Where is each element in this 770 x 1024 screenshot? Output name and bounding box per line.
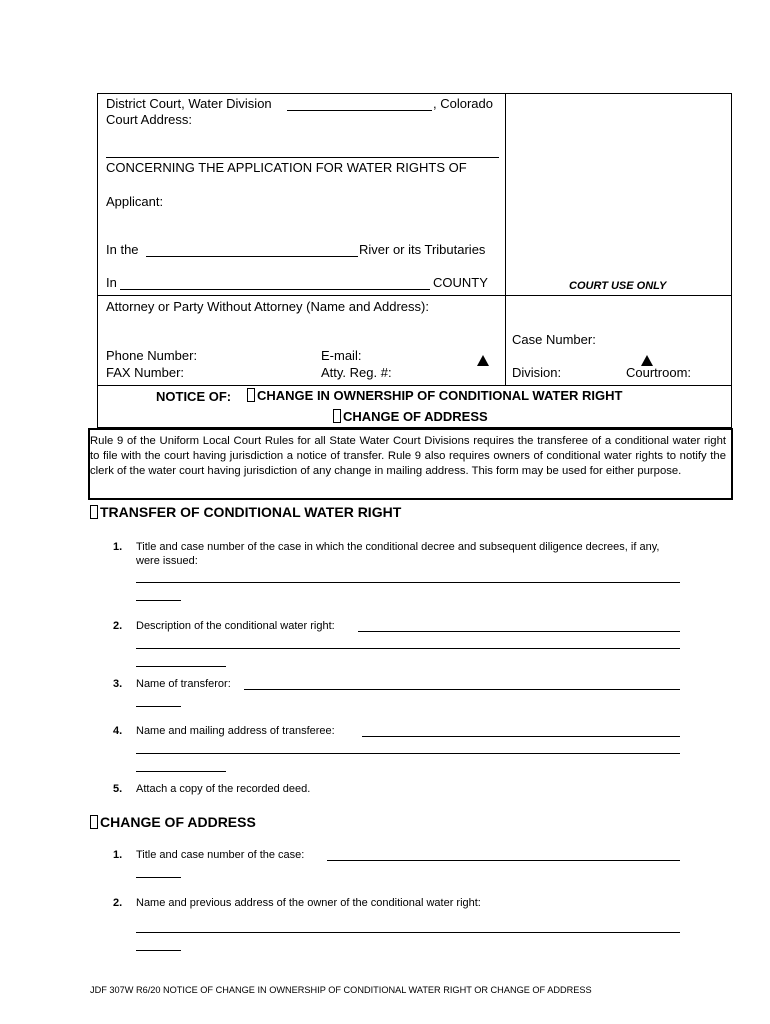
address-item-2-text: Name and previous address of the owner of the conditional water right:: [136, 897, 481, 909]
address-item-1-field-2[interactable]: [136, 877, 181, 878]
caption-divider-vertical: [505, 93, 506, 385]
option-address-label: CHANGE OF ADDRESS: [343, 409, 488, 424]
case-number-label: Case Number:: [512, 332, 596, 347]
in-label: In: [106, 275, 117, 290]
caption-divider-horizontal-1: [97, 295, 732, 296]
address-item-1-text: Title and case number of the case:: [136, 849, 305, 861]
transfer-item-4-text: Name and mailing address of transferee:: [136, 725, 335, 737]
court-address-label: Court Address:: [106, 112, 192, 127]
address-item-2-field[interactable]: [136, 932, 680, 933]
option-ownership-label: CHANGE IN OWNERSHIP OF CONDITIONAL WATER RIGHT: [257, 388, 623, 403]
division-label: Division:: [512, 365, 562, 380]
ownership-checkbox[interactable]: [247, 388, 255, 402]
transfer-item-5-num: 5.: [113, 783, 123, 795]
caption-divider-horizontal-2: [97, 385, 732, 386]
address-item-1-field[interactable]: [327, 860, 680, 861]
footer-text: JDF 307W R6/20 NOTICE OF CHANGE IN OWNERSHIP OF CONDITIONAL WATER RIGHT OR CHANGE OF ADDRESS: [90, 985, 592, 995]
address-item-2-field-2[interactable]: [136, 950, 181, 951]
transfer-item-3-field[interactable]: [244, 689, 680, 690]
transfer-item-3-num: 3.: [113, 678, 123, 690]
option-ownership[interactable]: [247, 388, 622, 403]
fax-label: FAX Number:: [106, 365, 185, 380]
river-field[interactable]: [146, 256, 358, 257]
transfer-heading-label: TRANSFER OF CONDITIONAL WATER RIGHT: [100, 504, 402, 520]
transfer-item-4-field-2[interactable]: [136, 753, 680, 754]
colorado-label: , Colorado: [433, 96, 493, 111]
address-heading[interactable]: [90, 815, 256, 830]
phone-label: Phone Number:: [106, 348, 198, 363]
concerning-heading: CONCERNING THE APPLICATION FOR WATER RIGHTS OF: [106, 160, 467, 175]
transfer-item-1-field-2[interactable]: [136, 600, 181, 601]
transfer-item-3-text: Name of transferor:: [136, 678, 231, 690]
transfer-item-4-field-3[interactable]: [136, 771, 226, 772]
transfer-heading[interactable]: [90, 505, 401, 520]
transfer-item-1-text-2: were issued:: [136, 555, 198, 567]
transfer-item-1-text: Title and case number of the case in which the conditional decree and subsequent diligence decrees, if any,: [136, 541, 660, 553]
transfer-item-3-field-2[interactable]: [136, 706, 181, 707]
court-use-only-label: COURT USE ONLY: [569, 280, 667, 292]
option-address[interactable]: [333, 409, 488, 424]
email-label: E-mail:: [321, 348, 362, 363]
triangle-up-icon: [477, 355, 489, 366]
transfer-item-2-field-2[interactable]: [136, 648, 680, 649]
applicant-label: Applicant:: [106, 194, 164, 209]
transfer-item-1-num: 1.: [113, 541, 123, 553]
triangle-up-icon: [641, 355, 653, 366]
address-checkbox[interactable]: [333, 409, 341, 423]
in-the-label: In the: [106, 242, 139, 257]
court-address-field[interactable]: [106, 157, 499, 158]
court-line-label: District Court, Water Division: [106, 96, 272, 111]
transfer-item-4-num: 4.: [113, 725, 123, 737]
transfer-item-5-text: Attach a copy of the recorded deed.: [136, 783, 311, 795]
address-item-1-num: 1.: [113, 849, 123, 861]
transfer-item-2-field[interactable]: [358, 631, 680, 632]
attorney-label: Attorney or Party Without Attorney (Name and Address):: [106, 299, 429, 314]
address-item-2-num: 2.: [113, 897, 123, 909]
county-field[interactable]: [120, 289, 430, 290]
transfer-item-2-num: 2.: [113, 620, 123, 632]
river-label: River or its Tributaries: [359, 242, 486, 257]
notice-of-label: NOTICE OF:: [156, 389, 232, 404]
rule-paragraph: Rule 9 of the Uniform Local Court Rules for all State Water Court Divisions requires the transferee of a conditional water right to file with the court having jurisdiction a notice of transfer. Rule 9 also requires owners of conditional water rights to notify the clerk of the water court having jurisdiction of any change in mailing address. This form may be used for either purpose.: [90, 435, 726, 477]
transfer-checkbox[interactable]: [90, 505, 98, 519]
county-label: COUNTY: [433, 275, 488, 290]
water-division-field[interactable]: [287, 110, 432, 111]
transfer-item-2-text: Description of the conditional water right:: [136, 620, 335, 632]
address-section-checkbox[interactable]: [90, 815, 98, 829]
courtroom-label: Courtroom:: [626, 365, 692, 380]
transfer-item-2-field-3[interactable]: [136, 666, 226, 667]
address-heading-label: CHANGE OF ADDRESS: [100, 814, 256, 830]
transfer-item-1-field[interactable]: [136, 582, 680, 583]
atty-reg-label: Atty. Reg. #:: [321, 365, 392, 380]
transfer-item-4-field[interactable]: [362, 736, 680, 737]
